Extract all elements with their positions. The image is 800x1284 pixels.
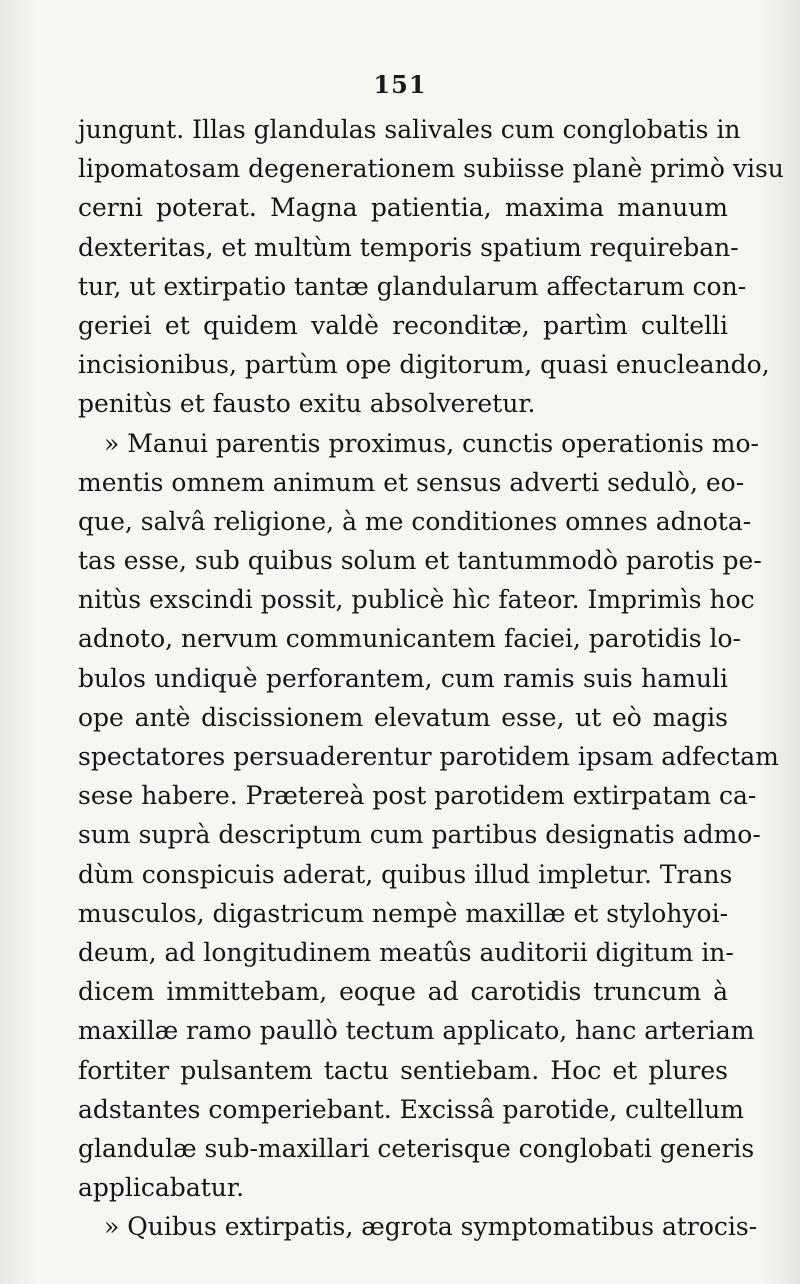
paragraph-start-line: » Quibus extirpatis, ægrota symptomatibus atrocis- [104, 1212, 758, 1242]
paragraph-end-line: applicabatur. [78, 1173, 245, 1203]
text-line: sum suprà descriptum cum partibus designatis admo- [78, 820, 761, 850]
text-line: cerni poterat. Magna patientia, maxima manuum [78, 193, 728, 223]
page-body-text [78, 110, 784, 1246]
page-number: 151 [373, 70, 427, 99]
text-line: bulos undiquè perforantem, cum ramis suis hamuli [78, 663, 728, 693]
paragraph-end-line: penitùs et fausto exitu absolveretur. [78, 389, 536, 419]
text-line: fortiter pulsantem tactu sentiebam. Hoc et plures [78, 1055, 728, 1085]
text-line: tur, ut extirpatio tantæ glandularum affectarum con- [78, 271, 747, 301]
text-line: mentis omnem animum et sensus adverti sedulò, eo- [78, 467, 745, 497]
text-line: que, salvâ religione, à me conditiones omnes adnota- [78, 506, 752, 536]
text-line: adstantes comperiebant. Excissâ parotide, cultellum [78, 1094, 744, 1124]
text-line: nitùs exscindi possit, publicè hìc fateor. Imprimìs hoc [78, 585, 755, 615]
text-line: lipomatosam degenerationem subiisse planè primò visu [78, 154, 784, 184]
text-line: dùm conspicuis aderat, quibus illud impletur. Trans [78, 859, 733, 889]
paragraph-start-line: » Manui parentis proximus, cunctis operationis mo- [104, 428, 759, 458]
text-line: musculos, digastricum nempè maxillæ et stylohyoi- [78, 898, 729, 928]
text-line: adnoto, nervum communicantem faciei, parotidis lo- [78, 624, 742, 654]
text-line: dexteritas, et multùm temporis spatium requireban- [78, 232, 739, 262]
text-line: glandulæ sub-maxillari ceterisque conglobati generis [78, 1133, 755, 1163]
text-line: dicem immittebam, eoque ad carotidis truncum à [78, 977, 728, 1007]
text-line: spectatores persuaderentur parotidem ipsam adfectam [78, 742, 779, 771]
text-line: tas esse, sub quibus solum et tantummodò parotis pe- [78, 546, 762, 576]
text-line: sese habere. Prætereà post parotidem extirpatam ca- [78, 781, 757, 811]
text-line: incisionibus, partùm ope digitorum, quasi enucleando, [78, 350, 770, 380]
text-line: maxillæ ramo paullò tectum applicato, hanc arteriam [78, 1016, 755, 1046]
text-line: jungunt. Illas glandulas salivales cum conglobatis in [78, 115, 741, 144]
text-line: ope antè discissionem elevatum esse, ut eò magis [78, 702, 728, 732]
text-line: geriei et quidem valdè reconditæ, partìm cultelli [78, 310, 728, 340]
text-line: deum, ad longitudinem meatûs auditorii digitum in- [78, 937, 734, 967]
